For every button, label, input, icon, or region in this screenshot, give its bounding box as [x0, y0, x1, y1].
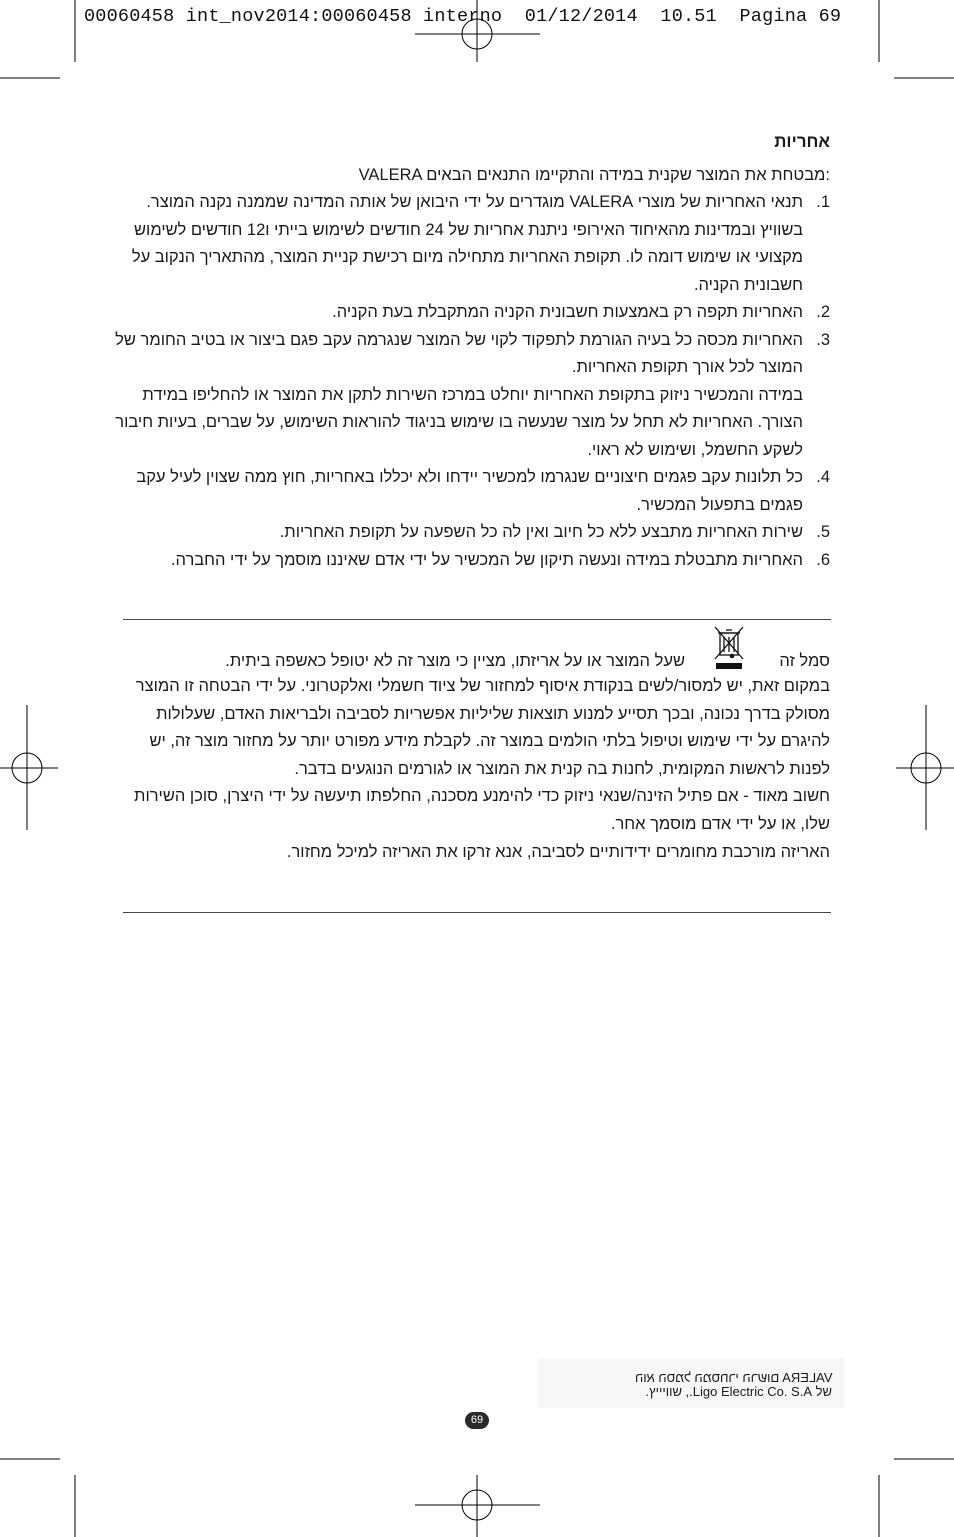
recycling-notice	[122, 623, 830, 866]
item-text-continued: במידה והמכשיר ניזוק בתקופת האחריות יוחלט במרכז השירות לתקן את המוצר או להחליפו במידת הצורך. האחריות לא תחל על מוצר שנעשה בו שימוש בניגוד להוראות השימוש, על שברים, בעיות חיבור לשקע החשמל, ושימוש לא ראוי.	[115, 385, 803, 459]
item-text: האחריות מתבטלת במידה ונעשה תיקון של המכשיר על ידי אדם שאיננו מוסמך על ידי החברה.	[170, 550, 803, 569]
trademark-note	[538, 1358, 844, 1408]
item-number: 1.	[816, 193, 830, 211]
divider-top	[123, 619, 831, 620]
page-number: 69	[465, 1412, 489, 1429]
section-title: אחריות	[774, 132, 830, 151]
symbol-post-text: שעל המוצר או על אריזתו, מציין כי מוצר זה לא יטופל כאשפה ביתית.	[225, 652, 685, 670]
trademark-line-1: VALERA הוא הסמל המסחרי הרשום	[634, 1370, 832, 1385]
list-item	[110, 519, 830, 547]
weee-crossed-bin-icon	[712, 625, 746, 671]
item-number: 5.	[816, 523, 830, 541]
divider-bottom	[123, 912, 831, 913]
item-text: כל תלונות עקב פגמים חיצוניים שנגרמו למכשיר יידחו ולא יכללו באחריות, חוץ ממה שצוין לעיל עקב פגמים בתפעול המכשיר.	[136, 468, 803, 514]
print-slug: 00060458 int_nov2014:00060458 interno 01/12/2014 10.51 Pagina 69	[84, 6, 842, 27]
registration-target-icon	[0, 705, 58, 830]
intro-text: VALERA מבטחת את המוצר שקנית במידה והתקיימו התנאים הבאים:	[358, 166, 830, 184]
item-number: 6.	[816, 550, 830, 569]
list-item	[110, 299, 830, 327]
list-item	[110, 464, 830, 519]
item-text: האחריות מכסה כל בעיה הגורמת לתפקוד לקוי של המוצר שנגרמה עקב פגם ביצור או בטיב החומר של המוצר לכל אורך תקופת האחריות.	[115, 330, 803, 376]
registration-target-icon	[415, 1475, 540, 1537]
power-cord-warning: חשוב מאוד - אם פתיל הזינה/שנאי ניזוק כדי להימנע מסכנה, החלפתו תיעשה על ידי היצרן, סוכן השירות שלו, או על ידי אדם מוסמך אחר.	[134, 787, 830, 833]
item-number: 3.	[816, 330, 830, 349]
warranty-terms-list	[110, 189, 830, 574]
symbol-pre-text: סמל זה	[779, 652, 830, 670]
recycling-body: במקום זאת, יש למסור/לשים בנקודת איסוף למחזור של ציוד חשמלי ואלקטרוני. על ידי הבטחה זו המוצר מסולק בדרך נכונה, ובכך תסייע למנוע תוצאות שליליות אפשריות לסביבה ולבריאות האדם, שעלולות להיגרם על ידי שימוש וטיפול בלתי הולמים במוצר זה. לקבלת מידע מפורט יותר על מחזור מוצר זה, יש לפנות לראשות המקומית, לחנות בה קנית את המוצר או לגורמים הנוגעים בדבר.	[135, 677, 830, 778]
item-text: האחריות תקפה רק באמצעות חשבונית הקניה המתקבלת בעת הקניה.	[332, 303, 803, 321]
trademark-line-2: של Ligo Electric Co. S.A., שוויייץ.	[645, 1384, 832, 1399]
packaging-note: האריזה מורכבת מחומרים ידידותיים לסביבה, אנא זרקו את האריזה למיכל מחזור.	[286, 842, 830, 861]
item-number: 2.	[816, 303, 830, 321]
registration-target-icon	[896, 705, 954, 830]
list-item	[110, 189, 830, 299]
item-number: 4.	[816, 468, 830, 486]
item-text: תנאי האחריות של מוצרי VALERA מוגדרים על ידי היבואן של אותה המדינה שממנה נקנה המוצר. בשוויץ ובמדינות מהאיחוד האירופי ניתנת אחריות של 24 חודשים לשימוש בייתי ו12 חודשים לשימוש מקצועי או שימוש דומה לו. תקופת האחריות מתחילה מיום רכישת קניית המוצר, מהתאריך הנקוב על חשבונית הקניה.	[131, 193, 803, 294]
item-text: שירות האחריות מתבצע ללא כל חיוב ואין לה כל השפעה על תקופת האחריות.	[279, 523, 803, 541]
list-item	[110, 327, 830, 465]
list-item	[110, 547, 830, 575]
